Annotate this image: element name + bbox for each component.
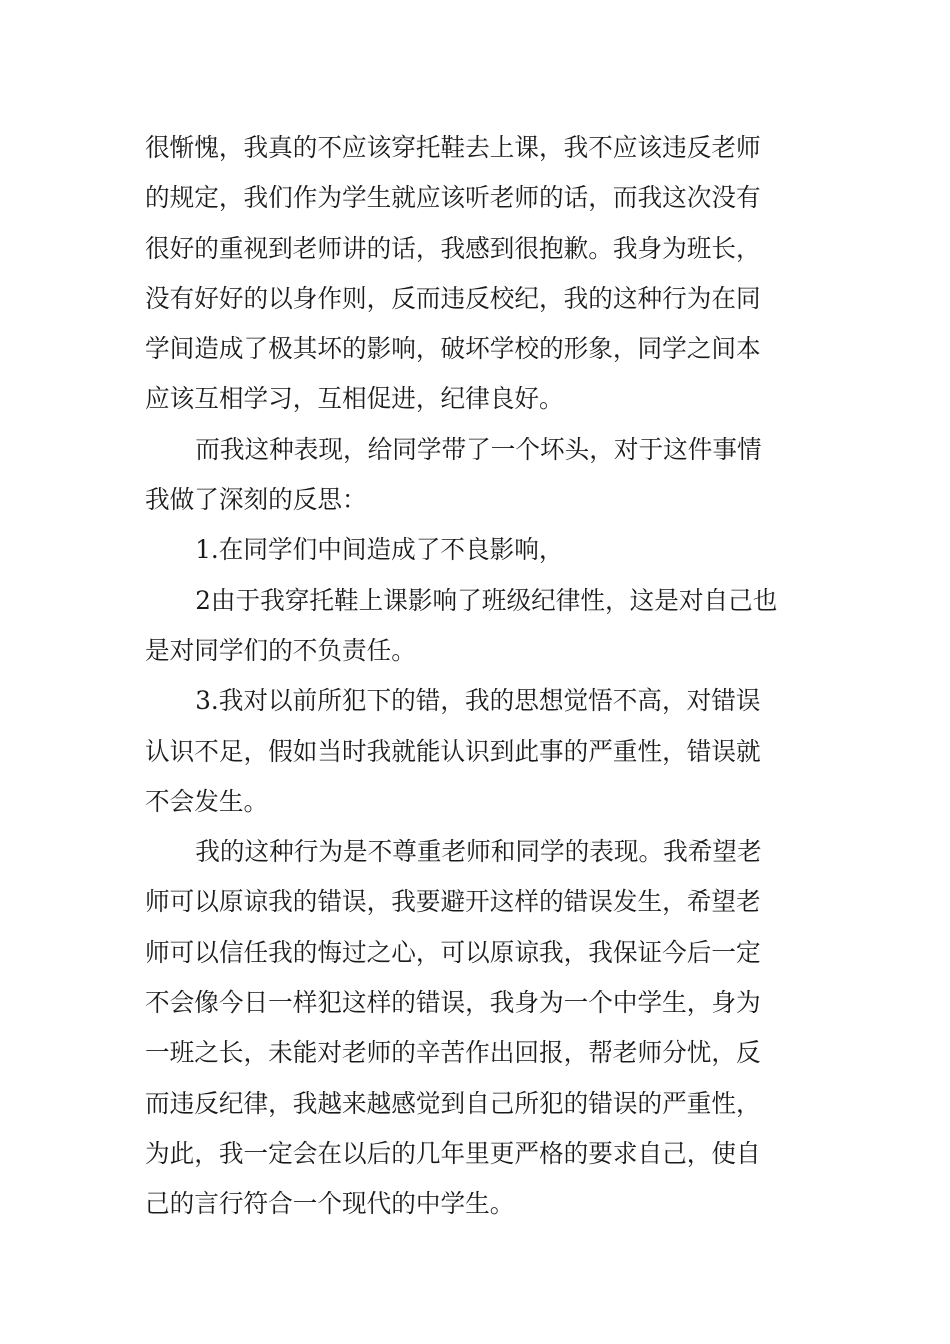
text-line: 的规定，我们作为学生就应该听老师的话，而我这次没有 <box>145 183 761 213</box>
text-line: 1.在同学们中间造成了不良影响， <box>195 535 564 565</box>
text-line: 很惭愧，我真的不应该穿托鞋去上课，我不应该违反老师 <box>145 133 761 162</box>
text-line: 不会发生。 <box>145 786 269 816</box>
text-line: 应该互相学习，互相促进，纪律良好。 <box>145 384 564 414</box>
text-line: 3.我对以前所犯下的错，我的思想觉悟不高，对错误 <box>195 686 761 716</box>
text-line: 很好的重视到老师讲的话，我感到很抱歉。我身为班长， <box>145 233 761 263</box>
text-line: 而我这种表现，给同学带了一个坏头，对于这件事情 <box>195 434 762 464</box>
text-line: 是对同学们的不负责任。 <box>145 635 416 665</box>
text-line: 师可以原谅我的错误，我要避开这样的错误发生，希望老 <box>145 887 761 917</box>
text-line: 我做了深刻的反思： <box>145 485 367 515</box>
text-line: 师可以信任我的悔过之心，可以原谅我，我保证今后一定 <box>145 937 761 967</box>
document-body <box>145 123 815 1230</box>
text-line: 认识不足，假如当时我就能认识到此事的严重性，错误就 <box>145 736 761 766</box>
text-line: 我的这种行为是不尊重老师和同学的表现。我希望老 <box>195 837 762 867</box>
text-line: 为此，我一定会在以后的几年里更严格的要求自己，使自 <box>145 1138 761 1168</box>
text-line: 不会像今日一样犯这样的错误，我身为一个中学生，身为 <box>145 988 761 1018</box>
text-line: 己的言行符合一个现代的中学生。 <box>145 1189 515 1219</box>
text-line: 一班之长，未能对老师的辛苦作出回报，帮老师分忧，反 <box>145 1038 761 1068</box>
text-line: 没有好好的以身作则，反而违反校纪，我的这种行为在同 <box>145 283 761 313</box>
text-line: 而违反纪律，我越来越感觉到自己所犯的错误的严重性， <box>145 1088 761 1118</box>
text-line: 学间造成了极其坏的影响，破坏学校的形象，同学之间本 <box>145 334 761 364</box>
text-line: 2由于我穿托鞋上课影响了班级纪律性，这是对自己也 <box>195 585 778 615</box>
